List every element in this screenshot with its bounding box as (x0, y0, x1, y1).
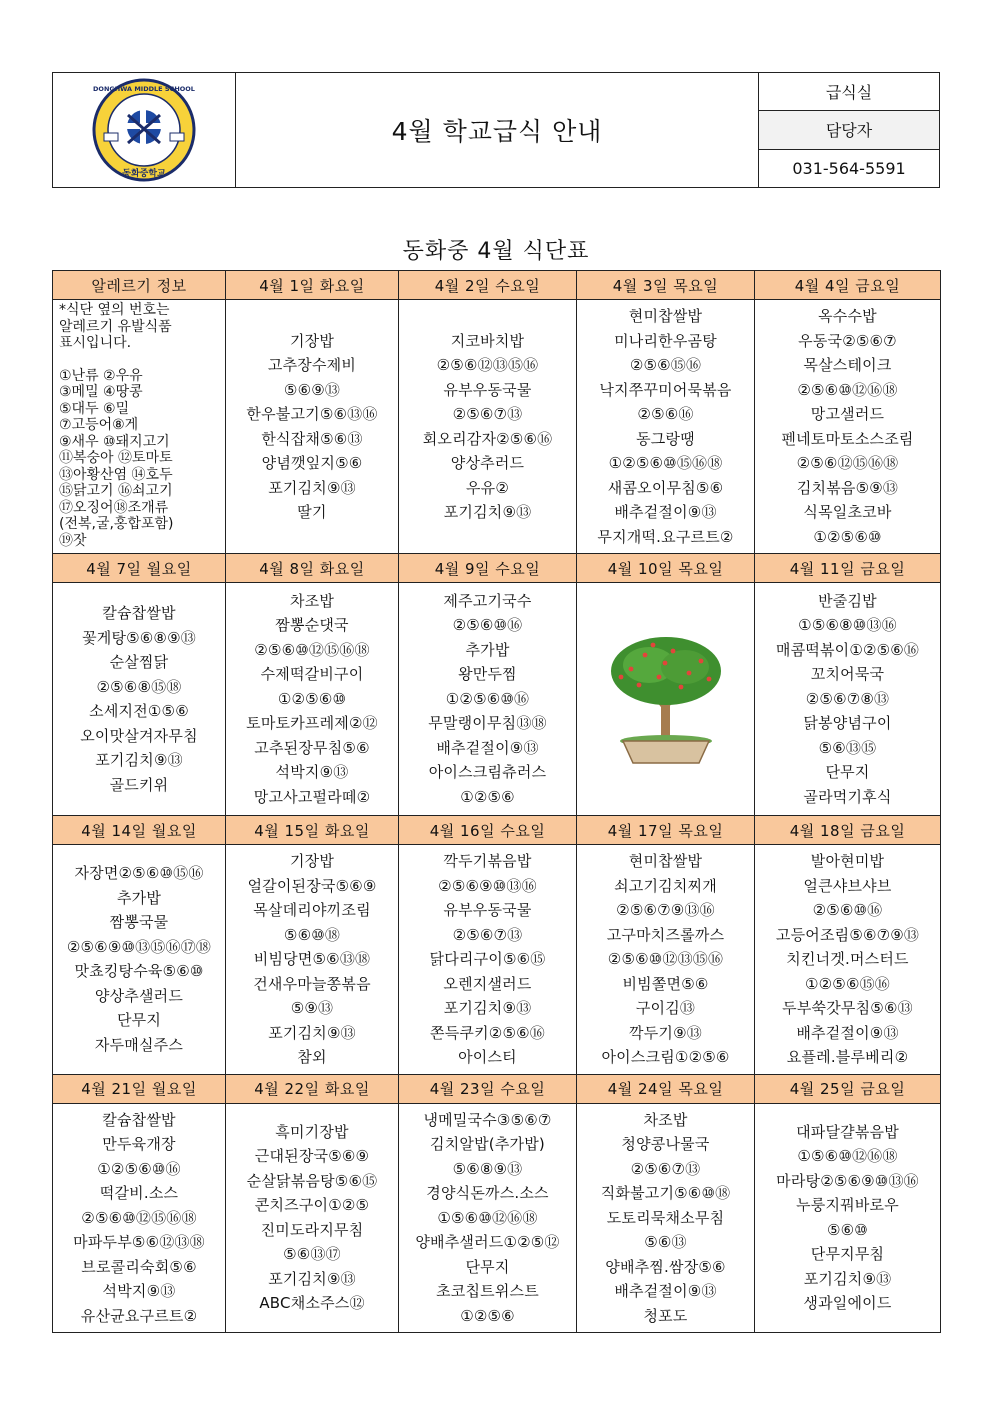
menu-list (55, 1108, 223, 1329)
menu-item: 한우불고기⑤⑥⑬⑯ (246, 405, 378, 423)
menu-item: 왕만두찜 (458, 665, 517, 684)
menu-item: 지코바치밥 (450, 331, 525, 350)
menu-item: ABC채소주스⑫ (259, 1294, 365, 1313)
day-menu-cell (53, 583, 226, 816)
menu-item: 낙지쭈꾸미어묵볶음 (599, 380, 732, 399)
menu-item: 직화불고기⑤⑥⑩⑱ (600, 1184, 731, 1202)
menu-item: 단무지 (465, 1257, 510, 1276)
menu-item: 식목일초코바 (803, 503, 892, 521)
menu-item: 얼큰샤브샤브 (803, 876, 892, 895)
menu-list (55, 601, 223, 797)
menu-item: 무지개떡.요구르트② (597, 527, 734, 546)
school-logo (88, 77, 200, 183)
menu-item: 양배추샐러드①②⑤⑫ (415, 1233, 560, 1251)
allergy-header: 알레르기 정보 (53, 271, 226, 300)
menu-item: ①②⑤⑥ (460, 787, 515, 806)
allergy-list: ①난류 ②우유 ③메밀 ④땅콩 ⑤대두 ⑥밀 ⑦고등어⑧게 ⑨새우 ⑩돼지고기 ⑪복숭아 ⑫토마토 ⑬아황산염 ⑭호두 ⑮닭고기 ⑯쇠고기 ⑰오징어⑱조개류 (전복,굴,홍합포함) ⑲잣 (59, 367, 174, 549)
menu-item: 기장밥 (289, 331, 335, 350)
menu-item: 아이스크림①②⑤⑥ (601, 1048, 730, 1066)
day-menu-cell (755, 845, 941, 1075)
menu-item: 닭봉양념구이 (803, 714, 892, 733)
menu-item: 자장면②⑤⑥⑩⑮⑯ (74, 864, 204, 883)
menu-item: ①⑤⑥⑩⑫⑯⑱ (797, 1147, 898, 1166)
menu-list (401, 849, 574, 1070)
menu-item: ②⑤⑥⑨⑩⑬⑯ (438, 876, 537, 895)
menu-list (757, 849, 938, 1070)
menu-item: 생과일에이드 (803, 1294, 892, 1313)
menu-item: ⑤⑥⑩ (827, 1220, 868, 1239)
menu-item: 포기김치⑨⑬ (443, 503, 532, 521)
menu-item: 고등어조림⑤⑥⑦⑨⑬ (775, 925, 920, 944)
allergy-intro: *식단 옆의 번호는 알레르기 유발식품 표시입니다. (59, 302, 172, 351)
menu-item: 김치알밥(추가밥) (430, 1135, 545, 1153)
menu-item: 초코칩트위스트 (436, 1282, 539, 1300)
menu-item: ⑤⑥⑩⑱ (283, 925, 341, 944)
day-menu-cell (226, 300, 399, 554)
menu-item: 짬뽕순댓국 (275, 616, 349, 635)
menu-item: ⑤⑥⑬⑰ (283, 1245, 341, 1264)
menu-item: ②⑤⑥⑩⑫⑮⑯⑱ (254, 640, 370, 659)
menu-item: 미나리한우곰탕 (614, 331, 717, 350)
day-header: 4월 21일 월요일 (53, 1074, 226, 1103)
menu-item: 발아현미밥 (810, 852, 885, 870)
menu-item: 칼슘찹쌀밥 (102, 604, 176, 622)
school-logo-cell (53, 73, 236, 187)
menu-item: ①②⑤⑥⑩ (813, 527, 882, 546)
day-header: 4월 8일 화요일 (226, 554, 399, 583)
menu-item: ②⑤⑥⑮⑯ (629, 356, 702, 374)
menu-list (757, 304, 938, 549)
day-header: 4월 1일 화요일 (226, 271, 399, 300)
menu-item: 반줄김밥 (818, 591, 877, 610)
menu-item: 쫀득쿠키②⑤⑥⑯ (430, 1023, 545, 1042)
menu-item: ①②⑤⑥⑩⑯ (97, 1159, 181, 1178)
menu-item: ②⑤⑥⑫⑮⑯⑱ (796, 454, 899, 472)
day-menu-cell (399, 1103, 577, 1333)
menu-item: 제주고기국수 (443, 591, 532, 610)
menu-item: 비빔당면⑤⑥⑬⑱ (253, 950, 371, 968)
menu-item: ②⑤⑥⑦⑧⑬ (805, 689, 890, 708)
menu-item: 현미찹쌀밥 (628, 307, 703, 325)
menu-item: 대파달걀볶음밥 (796, 1122, 899, 1141)
header-box (52, 72, 940, 188)
menu-item: 양배추찜.쌈장⑤⑥ (605, 1257, 726, 1276)
menu-item: 깍두기⑨⑬ (629, 1023, 702, 1042)
menu-item: ②⑤⑥⑫⑬⑮⑯ (436, 356, 539, 374)
menu-item: 포기김치⑨⑬ (268, 1023, 356, 1042)
menu-item: 포기김치⑨⑬ (803, 1269, 892, 1288)
menu-item: 오이맛살겨자무침 (80, 726, 198, 745)
menu-item: 차조밥 (643, 1110, 688, 1129)
menu-item: 펜네토마토소스조림 (781, 429, 914, 448)
menu-list (579, 1108, 752, 1329)
week-menu-row (53, 583, 941, 816)
day-menu-cell (226, 583, 399, 816)
menu-item: ①②⑤⑥ (460, 1306, 515, 1325)
day-header: 4월 15일 화요일 (226, 816, 399, 845)
manager-label: 담당자 (759, 110, 939, 148)
menu-list (228, 329, 396, 525)
menu-list (55, 861, 223, 1057)
menu-item: ②⑤⑥⑧⑮⑱ (96, 677, 182, 696)
menu-item: ①②⑤⑥⑮⑯ (805, 974, 890, 993)
office-label: 급식실 (825, 83, 873, 103)
menu-item: 매콤떡볶이①②⑤⑥⑯ (775, 640, 920, 659)
week-menu-row (53, 1103, 941, 1333)
menu-item: 순살닭볶음탕⑤⑥⑮ (246, 1171, 378, 1190)
menu-item: 브로콜리숙회⑤⑥ (81, 1257, 197, 1276)
menu-item: ②⑤⑥⑦⑬ (630, 1159, 701, 1178)
menu-item: 자두매실주스 (94, 1035, 184, 1054)
menu-list (401, 589, 574, 810)
menu-item: ②⑤⑥⑨⑩⑬⑮⑯⑰⑱ (66, 937, 212, 956)
menu-item: 짬뽕국물 (109, 913, 169, 932)
contact-info (759, 73, 939, 187)
phone-number: 031-564-5591 (759, 149, 939, 187)
menu-item: 배추겉절이⑨⑬ (614, 503, 717, 521)
day-menu-cell (53, 1103, 226, 1333)
day-header: 4월 9일 수요일 (399, 554, 577, 583)
menu-item: ⑤⑥⑬⑮ (818, 738, 877, 757)
menu-item: 아이스티 (458, 1048, 517, 1066)
menu-item: 현미찹쌀밥 (628, 852, 703, 870)
week-header-row (53, 816, 941, 845)
menu-item: 우동국②⑤⑥⑦ (798, 331, 897, 350)
day-header: 4월 24일 목요일 (577, 1074, 755, 1103)
page-title: 4월 학교급식 안내 (391, 117, 603, 146)
menu-item: 마라탕②⑤⑥⑨⑩⑬⑯ (776, 1171, 919, 1190)
day-header: 4월 23일 수요일 (399, 1074, 577, 1103)
menu-item: 옥수수밥 (818, 307, 877, 325)
menu-item: 한식잡채⑤⑥⑬ (261, 429, 363, 448)
week-menu-row (53, 300, 941, 554)
day-header: 4월 18일 금요일 (755, 816, 941, 845)
menu-item: 치킨너겟.머스터드 (786, 950, 909, 968)
day-header: 4월 2일 수요일 (399, 271, 577, 300)
menu-item: ①⑤⑥⑧⑩⑬⑯ (798, 616, 897, 635)
menu-item: 포기김치⑨⑬ (443, 999, 532, 1017)
menu-item: ①②⑤⑥⑩⑯ (445, 689, 530, 708)
day-header: 4월 7일 월요일 (53, 554, 226, 583)
title-cell (236, 73, 759, 187)
menu-item: 양상추러드 (450, 454, 525, 472)
menu-item: ②⑤⑥⑦⑨⑬⑯ (616, 901, 715, 919)
menu-item: 망고사고펄라떼② (253, 787, 371, 806)
logo-bottom-text: 동화중학교 (122, 169, 166, 179)
menu-item: 차조밥 (289, 591, 335, 610)
menu-item: 유산균요구르트② (80, 1306, 198, 1325)
menu-item: 포기김치⑨⑬ (268, 478, 356, 497)
menu-list (228, 849, 396, 1070)
menu-item: 건새우마늘쫑볶음 (253, 974, 371, 993)
menu-item: 콘치즈구이①②⑤ (254, 1196, 370, 1215)
menu-item: ⑤⑥⑬ (644, 1233, 687, 1251)
allergy-info-cell (53, 300, 226, 554)
menu-item: 청포도 (643, 1306, 688, 1325)
menu-item: 비빔쫄면⑤⑥ (622, 974, 709, 993)
day-menu-cell (226, 845, 399, 1075)
menu-item: ⑤⑨⑬ (290, 999, 334, 1017)
menu-item: 토마토카프레제②⑫ (246, 714, 378, 733)
menu-item: ⑤⑥⑧⑨⑬ (452, 1159, 523, 1178)
menu-list (579, 849, 752, 1070)
menu-list (401, 1108, 574, 1329)
menu-item: 새콤오이무침⑤⑥ (607, 478, 724, 497)
menu-list (579, 304, 752, 549)
week-header-row (53, 1074, 941, 1103)
menu-item: 경양식돈까스.소스 (426, 1184, 549, 1202)
day-header: 4월 22일 화요일 (226, 1074, 399, 1103)
day-menu-cell (399, 583, 577, 816)
menu-item: 칼슘찹쌀밥 (102, 1110, 176, 1129)
menu-item: 흑미기장밥 (275, 1122, 349, 1141)
menu-item: 단무지무침 (810, 1245, 885, 1264)
menu-item: 구이김⑬ (635, 999, 696, 1017)
menu-item: ①②⑤⑥⑩ (277, 689, 347, 708)
menu-item: 배추겉절이⑨⑬ (436, 738, 539, 757)
menu-item: 목살스테이크 (803, 356, 892, 374)
menu-item: 포기김치⑨⑬ (268, 1269, 356, 1288)
menu-item: ②⑤⑥⑩⑯ (452, 616, 523, 635)
menu-item: 목살데리야끼조림 (253, 901, 371, 919)
menu-item: ②⑤⑥⑩⑫⑬⑮⑯ (607, 950, 724, 968)
day-menu-cell (53, 845, 226, 1075)
menu-item: 순살찜닭 (109, 653, 169, 671)
week-menu-row (53, 845, 941, 1075)
menu-item: 배추겉절이⑨⑬ (796, 1023, 899, 1042)
menu-item: 누룽지꿔바로우 (796, 1196, 899, 1215)
day-header: 4월 25일 금요일 (755, 1074, 941, 1103)
menu-item: 망고샐러드 (810, 405, 885, 423)
menu-table (52, 270, 941, 1333)
menu-item: 꽃게탕⑤⑥⑧⑨⑬ (82, 628, 196, 647)
menu-item: 김치볶음⑤⑨⑬ (796, 478, 899, 497)
menu-item: 기장밥 (289, 852, 335, 870)
day-menu-cell (755, 583, 941, 816)
menu-item: 아이스크림츄러스 (428, 763, 547, 782)
menu-item: 양상추샐러드 (94, 986, 184, 1005)
day-menu-cell (755, 300, 941, 554)
menu-item: 석박지⑨⑬ (275, 763, 349, 782)
menu-item: 마파두부⑤⑥⑫⑬⑱ (73, 1233, 205, 1251)
day-menu-cell (755, 1103, 941, 1333)
menu-item: 무말랭이무침⑬⑱ (428, 714, 547, 733)
menu-item: 유부우동국물 (443, 380, 532, 399)
menu-item: 골드키위 (109, 775, 169, 794)
menu-item: 얼갈이된장국⑤⑥⑨ (247, 876, 377, 895)
day-header: 4월 17일 목요일 (577, 816, 755, 845)
day-header: 4월 3일 목요일 (577, 271, 755, 300)
menu-item: 추가밥 (116, 888, 162, 907)
menu-subtitle: 동화중 4월 식단표 (402, 239, 590, 264)
menu-item: ②⑤⑥⑩⑯ (812, 901, 883, 919)
menu-item: 도토리묵채소무침 (606, 1208, 725, 1227)
menu-item: 고구마치즈롤까스 (606, 925, 725, 944)
menu-item: 단무지 (825, 763, 870, 782)
day-header: 4월 10일 목요일 (577, 554, 755, 583)
menu-item: ⑤⑥⑨⑬ (283, 380, 341, 399)
menu-item: 유부우동국물 (443, 901, 532, 919)
menu-item: ②⑤⑥⑩⑫⑯⑱ (797, 380, 898, 399)
menu-item: ①⑤⑥⑩⑫⑯⑱ (437, 1208, 538, 1227)
menu-item: 진미도라지무침 (260, 1220, 364, 1239)
menu-list (757, 589, 938, 810)
menu-list (228, 589, 396, 810)
week-header-row (53, 271, 941, 300)
menu-item: 고추장수제비 (267, 356, 357, 374)
menu-item: ①②⑤⑥⑩⑮⑯⑱ (608, 454, 723, 472)
menu-item: 골라먹기후식 (803, 787, 892, 806)
menu-item: 회오리감자②⑤⑥⑯ (422, 429, 553, 448)
day-menu-cell (399, 300, 577, 554)
week-header-row (53, 554, 941, 583)
menu-item: 석박지⑨⑬ (102, 1282, 176, 1300)
menu-item: 단무지 (116, 1011, 162, 1030)
day-menu-cell (577, 845, 755, 1075)
menu-item: 딸기 (297, 503, 327, 521)
menu-item: 참외 (297, 1048, 327, 1066)
menu-item: 닭다리구이⑤⑥⑮ (429, 950, 546, 968)
menu-item: 만두육개장 (102, 1135, 176, 1153)
menu-item: 동그랑땡 (636, 429, 695, 448)
menu-item: 추가밥 (465, 640, 510, 659)
menu-item: 수제떡갈비구이 (260, 665, 364, 684)
menu-item: 양념깻잎지⑤⑥ (261, 454, 363, 472)
menu-item: 떡갈비.소스 (99, 1184, 179, 1202)
day-menu-cell (577, 300, 755, 554)
menu-item: 청양콩나물국 (621, 1135, 710, 1153)
day-menu-cell (577, 1103, 755, 1333)
menu-item: ②⑤⑥⑩⑫⑮⑯⑱ (81, 1208, 197, 1227)
menu-list (757, 1120, 938, 1316)
menu-item: 꼬치어묵국 (810, 665, 885, 684)
menu-item: ②⑤⑥⑦⑬ (452, 405, 523, 423)
menu-item: 근대된장국⑤⑥⑨ (254, 1147, 370, 1166)
menu-list (228, 1120, 396, 1316)
menu-list (401, 329, 574, 525)
menu-item: 우유② (465, 478, 510, 497)
logo-top-text: DONGHWA MIDDLE SCHOOL (93, 85, 195, 93)
day-header: 4월 11일 금요일 (755, 554, 941, 583)
menu-item: 쇠고기김치찌개 (614, 876, 717, 895)
menu-item: 포기김치⑨⑬ (95, 751, 183, 769)
menu-item: 오렌지샐러드 (443, 974, 532, 993)
holiday-cell (577, 583, 755, 816)
day-header: 4월 16일 수요일 (399, 816, 577, 845)
menu-item: 배추겉절이⑨⑬ (614, 1282, 717, 1300)
potted-tree-icon (601, 629, 731, 769)
day-menu-cell (399, 845, 577, 1075)
menu-item: 요플레.블루베리② (786, 1048, 909, 1066)
menu-item: ②⑤⑥⑦⑬ (452, 925, 523, 944)
menu-item: 고추된장무침⑤⑥ (254, 738, 370, 757)
day-header: 4월 4일 금요일 (755, 271, 941, 300)
day-menu-cell (226, 1103, 399, 1333)
menu-item: 소세지전①⑤⑥ (89, 702, 189, 720)
menu-item: 냉메밀국수③⑤⑥⑦ (423, 1110, 552, 1129)
menu-item: ②⑤⑥⑯ (637, 405, 694, 423)
menu-item: 깍두기볶음밥 (443, 852, 532, 870)
menu-item: 맛쵸킹탕수육⑤⑥⑩ (74, 962, 204, 981)
menu-item: 두부쑥갓무침⑤⑥⑬ (782, 999, 913, 1017)
day-header: 4월 14일 월요일 (53, 816, 226, 845)
